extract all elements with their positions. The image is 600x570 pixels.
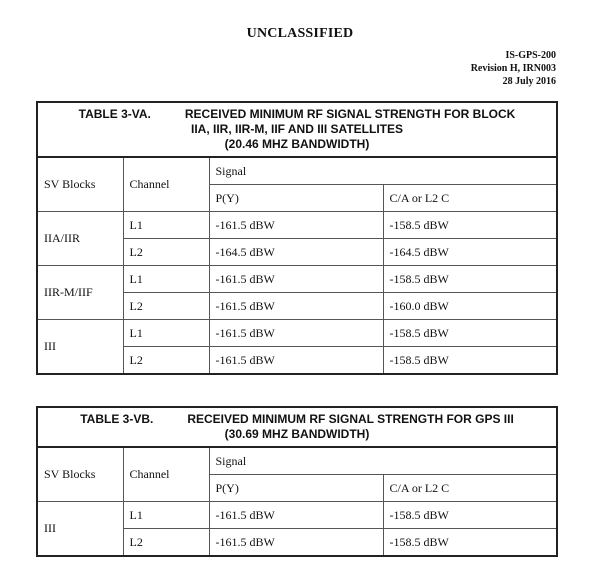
channel-cell: L2 — [123, 529, 209, 557]
table-title-line1: RECEIVED MINIMUM RF SIGNAL STRENGTH FOR GPS III — [187, 412, 514, 426]
column-header-sv-blocks: SV Blocks — [37, 157, 123, 212]
ca-cell: -158.5 dBW — [383, 529, 557, 557]
document-date: 28 July 2016 — [502, 76, 556, 87]
sv-block-cell: IIR-M/IIF — [37, 266, 123, 320]
py-cell: -161.5 dBW — [209, 266, 383, 293]
column-header-ca-l2c: C/A or L2 C — [383, 475, 557, 502]
py-cell: -161.5 dBW — [209, 529, 383, 557]
table-title-line2: IIA, IIR, IIR-M, IIF AND III SATELLITES — [191, 122, 403, 136]
column-header-channel: Channel — [123, 447, 209, 502]
table-title-line1: RECEIVED MINIMUM RF SIGNAL STRENGTH FOR BLOCK — [184, 107, 516, 121]
table-label: TABLE 3-VA. — [78, 107, 151, 121]
column-header-signal: Signal — [209, 447, 557, 475]
channel-cell: L1 — [123, 320, 209, 347]
document-revision: Revision H, IRN003 — [470, 63, 556, 74]
py-cell: -161.5 dBW — [209, 293, 383, 320]
table-row — [37, 212, 557, 239]
table-row — [37, 266, 557, 293]
channel-cell: L2 — [123, 347, 209, 375]
ca-cell: -158.5 dBW — [383, 502, 557, 529]
table-label: TABLE 3-VB. — [80, 412, 154, 426]
sv-block-cell: III — [37, 320, 123, 375]
sv-block-cell: III — [37, 502, 123, 557]
column-header-py: P(Y) — [209, 475, 383, 502]
table-title — [37, 102, 557, 157]
classification-banner: UNCLASSIFIED — [246, 26, 354, 41]
table-title-line3: (20.46 MHZ BANDWIDTH) — [224, 137, 370, 151]
py-cell: -164.5 dBW — [209, 239, 383, 266]
channel-cell: L2 — [123, 293, 209, 320]
document-id: IS-GPS-200 — [505, 50, 556, 61]
document-info — [471, 49, 556, 88]
column-header-ca-l2c: C/A or L2 C — [383, 185, 557, 212]
ca-cell: -158.5 dBW — [383, 212, 557, 239]
py-cell: -161.5 dBW — [209, 347, 383, 375]
sv-block-cell: IIA/IIR — [37, 212, 123, 266]
table-row — [37, 320, 557, 347]
ca-cell: -160.0 dBW — [383, 293, 557, 320]
channel-cell: L1 — [123, 502, 209, 529]
table-title-line2: (30.69 MHZ BANDWIDTH) — [224, 427, 370, 441]
signal-strength-table-3vb — [36, 406, 558, 557]
ca-cell: -164.5 dBW — [383, 239, 557, 266]
signal-strength-table-3va — [36, 101, 558, 375]
ca-cell: -158.5 dBW — [383, 266, 557, 293]
column-header-signal: Signal — [209, 157, 557, 185]
ca-cell: -158.5 dBW — [383, 320, 557, 347]
table-row — [37, 502, 557, 529]
channel-cell: L1 — [123, 266, 209, 293]
table-title — [37, 407, 557, 447]
py-cell: -161.5 dBW — [209, 320, 383, 347]
py-cell: -161.5 dBW — [209, 502, 383, 529]
ca-cell: -158.5 dBW — [383, 347, 557, 375]
column-header-sv-blocks: SV Blocks — [37, 447, 123, 502]
column-header-py: P(Y) — [209, 185, 383, 212]
column-header-channel: Channel — [123, 157, 209, 212]
channel-cell: L1 — [123, 212, 209, 239]
py-cell: -161.5 dBW — [209, 212, 383, 239]
channel-cell: L2 — [123, 239, 209, 266]
